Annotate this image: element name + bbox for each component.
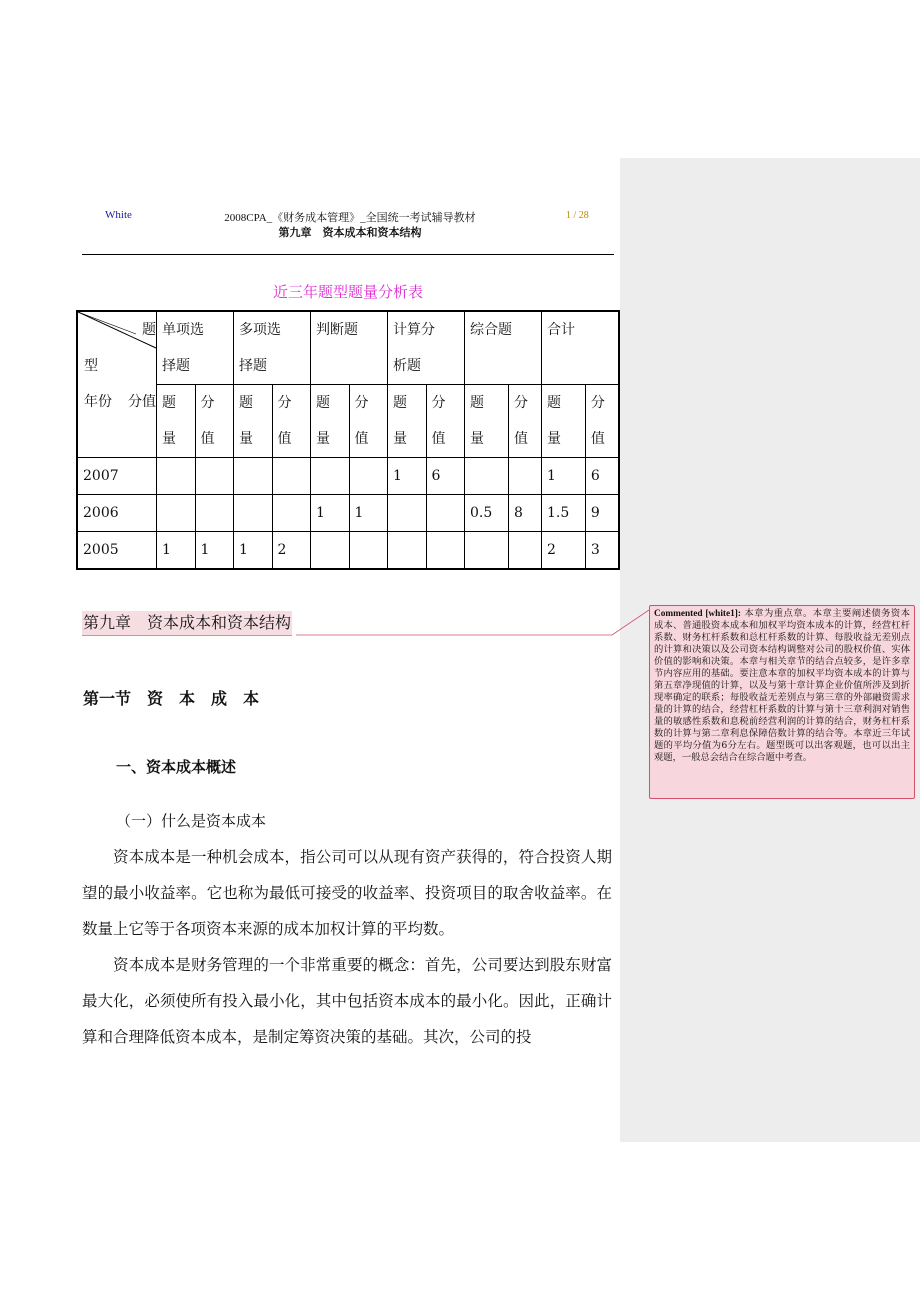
corner-cell — [77, 311, 157, 458]
value-cell — [426, 495, 465, 532]
table-row — [77, 458, 619, 495]
group-header: 单项选 择题 — [157, 311, 234, 385]
data-rows — [77, 458, 619, 570]
value-cell: 2 — [542, 532, 586, 570]
value-cell: 1 — [195, 532, 234, 570]
header-subtitle: 第九章 资本成本和资本结构 — [278, 226, 422, 239]
year-cell: 2007 — [77, 458, 157, 495]
sub-header-count: 题 量 — [157, 385, 196, 458]
sub-header-score: 分 值 — [272, 385, 311, 458]
value-cell: 1 — [157, 532, 196, 570]
table-title: 近三年题型题量分析表 — [272, 283, 423, 301]
value-cell — [157, 458, 196, 495]
value-cell: 1.5 — [542, 495, 586, 532]
value-cell: 0.5 — [465, 495, 509, 532]
sub-header-score: 分 值 — [508, 385, 541, 458]
header-author: White — [105, 209, 132, 221]
value-cell — [195, 458, 234, 495]
value-cell: 2 — [272, 532, 311, 570]
comment-author: Commented [white1]: — [654, 609, 741, 619]
value-cell — [508, 532, 541, 570]
value-cell — [234, 495, 273, 532]
value-cell — [311, 458, 350, 495]
value-cell: 1 — [311, 495, 350, 532]
value-cell — [195, 495, 234, 532]
value-cell: 6 — [585, 458, 619, 495]
corner-label-question: 题 — [142, 322, 156, 338]
value-cell — [388, 532, 427, 570]
corner-label-type: 型 — [84, 358, 98, 374]
corner-label-score: 分值 — [128, 394, 156, 410]
value-cell — [272, 495, 311, 532]
value-cell: 9 — [585, 495, 619, 532]
subsubsection-heading: （一）什么是资本成本 — [116, 812, 267, 830]
sub-header-count: 题 量 — [311, 385, 350, 458]
value-cell — [508, 458, 541, 495]
value-cell: 1 — [388, 458, 427, 495]
group-header: 计算分 析题 — [388, 311, 465, 385]
header-rule — [82, 254, 614, 255]
analysis-table — [76, 310, 620, 570]
group-header: 综合题 — [465, 311, 542, 385]
chapter-heading: 第九章 资本成本和资本结构 — [82, 611, 292, 636]
value-cell — [465, 532, 509, 570]
group-header: 合计 — [542, 311, 620, 385]
value-cell — [272, 458, 311, 495]
sub-header-count: 题 量 — [234, 385, 273, 458]
value-cell — [311, 532, 350, 570]
paragraph: 资本成本是财务管理的一个非常重要的概念：首先，公司要达到股东财富最大化，必须使所有投入最小化，其中包括资本成本的最小化。因此，正确计算和合理降低资本成本，是制定筹资决策的基础。其次，公司的投 — [82, 956, 612, 1046]
value-cell — [388, 495, 427, 532]
section-heading: 第一节 资 本 成 本 — [83, 689, 260, 708]
year-cell: 2006 — [77, 495, 157, 532]
table-row — [77, 495, 619, 532]
subsection-heading: 一、资本成本概述 — [116, 758, 237, 776]
value-cell — [349, 532, 388, 570]
group-header: 判断题 — [311, 311, 388, 385]
header-title: 2008CPA_《财务成本管理》_全国统一考试辅导教材 — [224, 212, 476, 224]
page-number: 1 / 28 — [566, 210, 589, 221]
value-cell — [426, 532, 465, 570]
value-cell: 3 — [585, 532, 619, 570]
value-cell — [465, 458, 509, 495]
value-cell: 1 — [542, 458, 586, 495]
comment-balloon[interactable] — [649, 605, 915, 799]
table-row — [77, 532, 619, 570]
sub-header-row — [77, 385, 619, 458]
value-cell: 1 — [349, 495, 388, 532]
group-header: 多项选 择题 — [234, 311, 311, 385]
sub-header-score: 分 值 — [426, 385, 465, 458]
sub-header-count: 题 量 — [542, 385, 586, 458]
comment-text: 本章为重点章。本章主要阐述债务资本成本、普通股资本成本和加权平均资本成本的计算，经营杠杆系数、财务杠杆系数和总杠杆系数的计算、每股收益无差别点的计算和决策以及公司资本结构调整对公司的股权价值、实体价值的影响和决策。本章与相关章节的结合点较多，是许多章节内容应用的基础。要注意本章的加权平均资本成本的计算与第五章净现值的计算，以及与第十章计算企业价值所涉及到折现率确定的联系；每股收益无差别点与第三章的外部融资需求量的计算的结合，经营杠杆系数的计算与第十三章利润对销售量的敏感性系数和息税前经营利润的计算的结合，财务杠杆系数的计算与第二章利息保障倍数计算的结合等。本章近三年试题的平均分值为6分左右。题型既可以出客观题，也可以出主观题，一般总会结合在综合题中考查。 — [654, 608, 910, 763]
sub-header-count: 题 量 — [465, 385, 509, 458]
value-cell — [349, 458, 388, 495]
sub-header-count: 题 量 — [388, 385, 427, 458]
corner-label-year: 年份 — [84, 394, 112, 410]
value-cell — [234, 458, 273, 495]
value-cell: 8 — [508, 495, 541, 532]
sub-header-score: 分 值 — [585, 385, 619, 458]
paragraph: 资本成本是一种机会成本，指公司可以从现有资产获得的，符合投资人期望的最小收益率。它也称为最低可接受的收益率、投资项目的取舍收益率。在数量上它等于各项资本来源的成本加权计算的平均数。 — [82, 848, 612, 938]
sub-header-score: 分 值 — [195, 385, 234, 458]
year-cell: 2005 — [77, 532, 157, 570]
value-cell: 6 — [426, 458, 465, 495]
sub-header-score: 分 值 — [349, 385, 388, 458]
value-cell: 1 — [234, 532, 273, 570]
value-cell — [157, 495, 196, 532]
